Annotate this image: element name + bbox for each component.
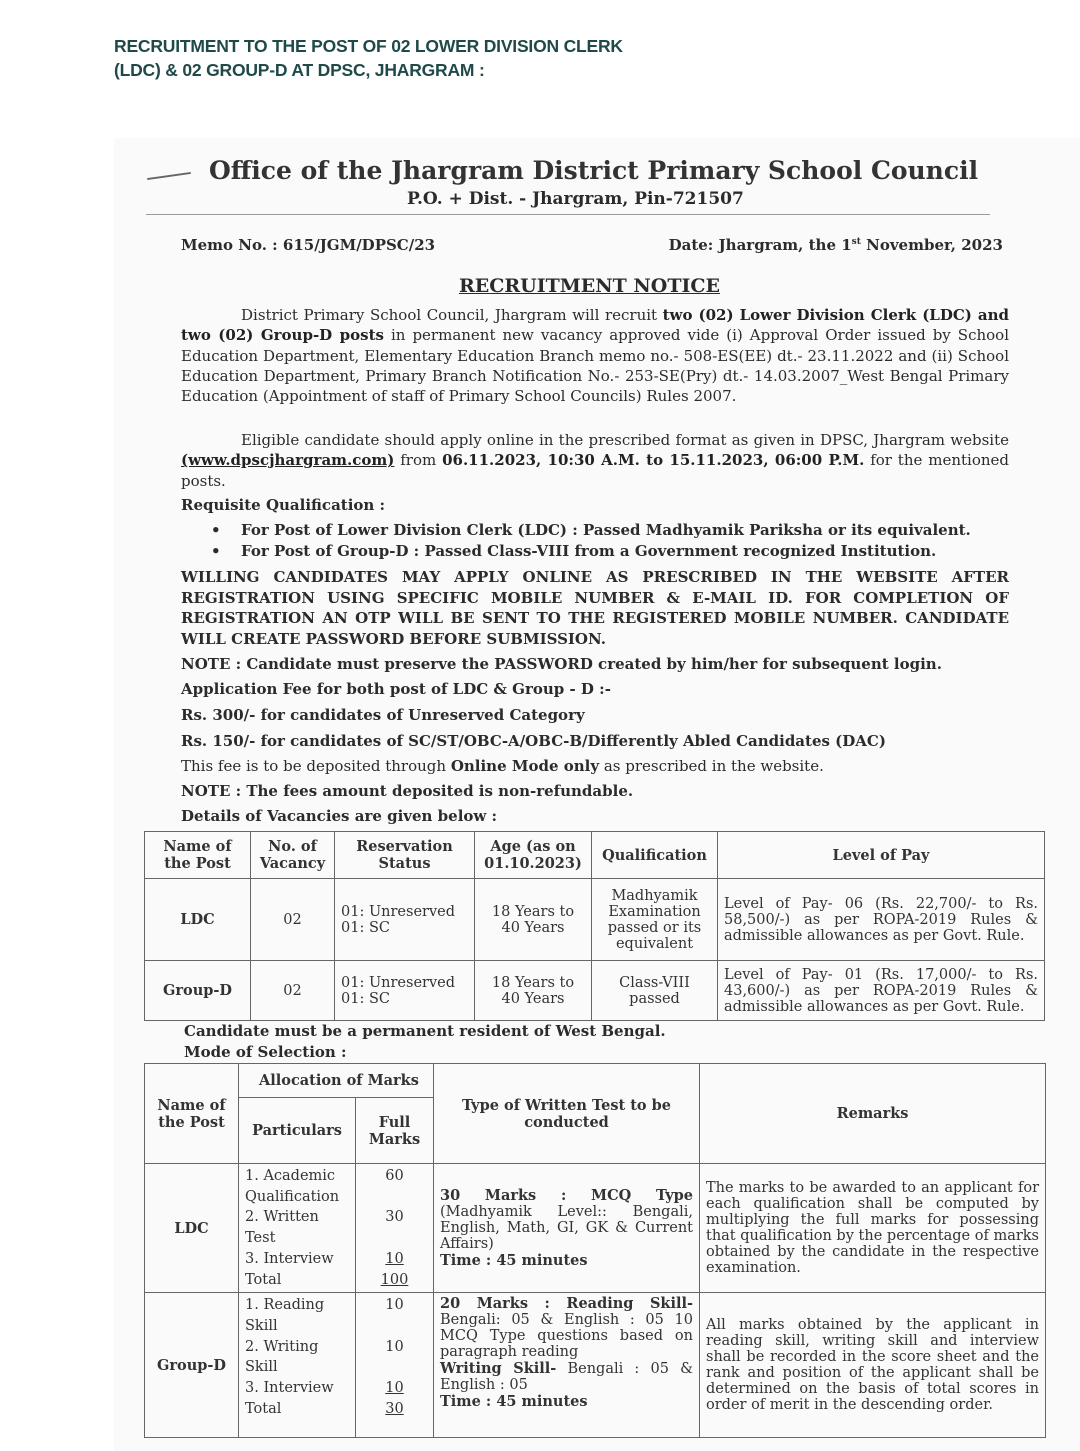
- notice-date: Date: Jhargram, the 1st November, 2023: [668, 236, 1003, 254]
- notice-title: RECRUITMENT NOTICE: [459, 275, 720, 297]
- fee-mode: This fee is to be deposited through Online Mode only as prescribed in the website.: [181, 757, 824, 775]
- post-cell: Group-D: [145, 961, 251, 1021]
- residency-note: Candidate must be a permanent resident of West Bengal.: [184, 1022, 666, 1040]
- pay-cell: Level of Pay- 06 (Rs. 22,700/- to Rs. 58,500/-) as per ROPA-2019 Rules & admissible allowances as per Govt. Rule.: [718, 879, 1045, 961]
- bullet-dot: •: [211, 542, 221, 560]
- letterhead-divider: [146, 214, 990, 215]
- marks-cell: 10 10 10 30: [356, 1293, 434, 1438]
- page-heading: [114, 34, 814, 82]
- header-cell: Allocation of Marks: [239, 1064, 434, 1098]
- memo-number: Memo No. : 615/JGM/DPSC/23: [181, 236, 436, 254]
- post-cell: Group-D: [145, 1293, 239, 1438]
- refund-note: NOTE : The fees amount deposited is non-refundable.: [181, 782, 634, 800]
- table-row: [145, 1293, 1046, 1438]
- paragraph-recruitment: District Primary School Council, Jhargram will recruit two (02) Lower Division Clerk (LDC) and two (02) Group-D posts in permanent new vacancy approved vide (i) Approval Order issued by School Education Department, Elementary Education Branch memo no.- 508-ES(EE) dt.- 23.11.2022 and (ii) School Education Department, Primary Branch Notification No.- 253-SE(Pry) dt.- 14.03.2007_West Bengal Primary Education (Appointment of staff of Primary School Councils) Rules 2007.: [181, 306, 1010, 406]
- header-cell: Reservation Status: [335, 832, 475, 879]
- test-type-cell: 30 Marks : MCQ Type (Madhyamik Level:: Bengali, English, Math, GI, GK & Current Affairs) Time : 45 minutes: [434, 1164, 700, 1293]
- qualification-cell: Class-VIII passed: [592, 961, 718, 1021]
- remarks-cell: All marks obtained by the applicant in reading skill, writing skill and interview shall be recorded in the score sheet and the rank and position of the applicant shall be determined on the basis of total scores in order of merit in the descending order.: [700, 1293, 1046, 1438]
- mode-of-selection-title: Mode of Selection :: [184, 1043, 347, 1061]
- heading-line-1: RECRUITMENT TO THE POST OF 02 LOWER DIVISION CLERK: [114, 36, 623, 56]
- qualification-cell: Madhyamik Examination passed or its equivalent: [592, 879, 718, 961]
- website-link[interactable]: (www.dpscjhargram.com): [181, 451, 395, 470]
- post-cell: LDC: [145, 1164, 239, 1293]
- header-cell: Remarks: [700, 1064, 1046, 1164]
- header-cell: Age (as on 01.10.2023): [475, 832, 592, 879]
- test-type-cell: 20 Marks : Reading Skill- Bengali: 05 & English : 05 10 MCQ Type questions based on paragraph reading Writing Skill- Bengali : 05 & English : 05 Time : 45 minutes: [434, 1293, 700, 1438]
- table-header-row: [145, 1064, 1046, 1098]
- office-address: P.O. + Dist. - Jhargram, Pin-721507: [407, 189, 744, 209]
- fee-unreserved: Rs. 300/- for candidates of Unreserved Category: [181, 706, 585, 724]
- table-row: [145, 961, 1045, 1021]
- reservation-cell: 01: Unreserved 01: SC: [335, 961, 475, 1021]
- vacancy-cell: 02: [251, 879, 335, 961]
- header-cell: No. of Vacancy: [251, 832, 335, 879]
- remarks-cell: The marks to be awarded to an applicant for each qualification shall be computed by multiplying the full marks for possessing that qualification by the percentage of marks obtained by the candidate in the respective examination.: [700, 1164, 1046, 1293]
- table-header-row: [145, 832, 1045, 879]
- particulars-cell: 1. Reading Skill 2. Writing Skill 3. Interview Total: [239, 1293, 356, 1438]
- paragraph-apply-online: Eligible candidate should apply online in the prescribed format as given in DPSC, Jhargram website (www.dpscjhargram.com) from 06.11.2023, 10:30 A.M. to 15.11.2023, 06:00 P.M. for the mentioned posts.: [181, 431, 1009, 490]
- table-row: [145, 879, 1045, 961]
- fee-title: Application Fee for both post of LDC & Group - D :-: [181, 680, 611, 698]
- selection-table: [144, 1063, 1046, 1438]
- pay-cell: Level of Pay- 01 (Rs. 17,000/- to Rs. 43,600/-) as per ROPA-2019 Rules & admissible allowances as per Govt. Rule.: [718, 961, 1045, 1021]
- particulars-cell: 1. Academic Qualification 2. Written Test 3. Interview Total: [239, 1164, 356, 1293]
- fee-reserved: Rs. 150/- for candidates of SC/ST/OBC-A/OBC-B/Differently Abled Candidates (DAC): [181, 732, 886, 750]
- age-cell: 18 Years to 40 Years: [475, 879, 592, 961]
- office-title: Office of the Jhargram District Primary School Council: [209, 156, 979, 185]
- table-row: [145, 1164, 1046, 1293]
- header-cell: Name of the Post: [145, 832, 251, 879]
- registration-instructions: WILLING CANDIDATES MAY APPLY ONLINE AS PRESCRIBED IN THE WEBSITE AFTER REGISTRATION USING SPECIFIC MOBILE NUMBER & E-MAIL ID. FOR COMPLETION OF REGISTRATION AN OTP WILL BE SENT TO THE REGISTERED MOBILE NUMBER. CANDIDATE WILL CREATE PASSWORD BEFORE SUBMISSION.: [181, 568, 1009, 648]
- vacancy-cell: 02: [251, 961, 335, 1021]
- header-cell: Level of Pay: [718, 832, 1045, 879]
- reservation-cell: 01: Unreserved 01: SC: [335, 879, 475, 961]
- post-cell: LDC: [145, 879, 251, 961]
- password-note: NOTE : Candidate must preserve the PASSWORD created by him/her for subsequent login.: [181, 655, 942, 673]
- age-cell: 18 Years to 40 Years: [475, 961, 592, 1021]
- requisite-qualification-title: Requisite Qualification :: [181, 496, 386, 514]
- heading-line-2: (LDC) & 02 GROUP-D AT DPSC, JHARGRAM :: [114, 60, 485, 80]
- header-cell: Particulars: [239, 1098, 356, 1164]
- vacancy-table: [144, 831, 1045, 1021]
- header-cell: Qualification: [592, 832, 718, 879]
- vacancy-title: Details of Vacancies are given below :: [181, 807, 498, 825]
- header-cell: Full Marks: [356, 1098, 434, 1164]
- header-cell: Name of the Post: [145, 1064, 239, 1164]
- header-cell: Type of Written Test to be conducted: [434, 1064, 700, 1164]
- marks-cell: 60 30 10 100: [356, 1164, 434, 1293]
- bullet-dot: •: [211, 521, 221, 539]
